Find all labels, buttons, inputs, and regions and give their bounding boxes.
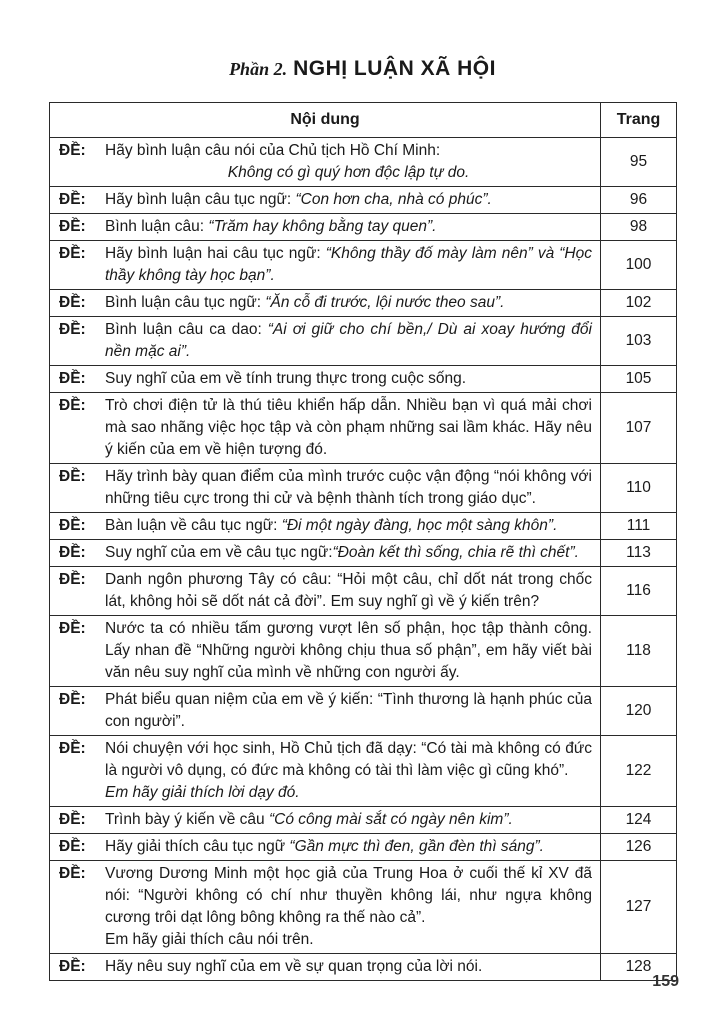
entry-prompt: Suy nghĩ của em về câu tục ngữ:: [105, 544, 333, 561]
entry-prompt: Bình luận câu:: [105, 218, 209, 235]
toc-entry: [50, 567, 601, 616]
toc-row: [50, 616, 677, 687]
entry-prompt: Danh ngôn phương Tây có câu: “Hỏi một câu, chỉ dốt nát trong chốc lát, không hỏi sẽ dốt nát cả đời”. Em suy nghĩ gì về ý kiến trên?: [105, 571, 592, 610]
entry-label: ĐỀ:: [59, 544, 86, 561]
entry-page: 95: [601, 138, 677, 187]
entry-label: ĐỀ:: [59, 294, 86, 311]
entry-prompt: Trò chơi điện tử là thú tiêu khiển hấp dẫn. Nhiều bạn vì quá mải chơi mà sao nhãng việc học tập và còn phạm những sai lầm khác. Hãy nêu ý kiến của em về hiện tượng đó.: [105, 397, 592, 458]
entry-quote: “Con hơn cha, nhà có phúc”.: [295, 191, 492, 208]
entry-page: 127: [601, 861, 677, 954]
entry-label: ĐỀ:: [59, 517, 86, 534]
entry-quote: “Đi một ngày đàng, học một sàng khôn”.: [281, 517, 558, 534]
entry-label: ĐỀ:: [59, 838, 86, 855]
entry-text: [105, 956, 592, 978]
toc-entry: [50, 540, 601, 567]
entry-quote: “Không thầy đố mày làm nên” và “Học thầy không tày học bạn”.: [105, 245, 592, 284]
entry-label: ĐỀ:: [59, 811, 86, 828]
entry-label: ĐỀ:: [59, 865, 86, 882]
entry-label: ĐỀ:: [59, 468, 86, 485]
toc-entry: [50, 861, 601, 954]
entry-prompt: Nước ta có nhiều tấm gương vượt lên số phận, học tập thành công. Lấy nhan đề “Những người không chịu thua số phận”, em hãy viết bài văn nêu suy nghĩ của mình về những con người ấy.: [105, 620, 592, 681]
entry-label: ĐỀ:: [59, 191, 86, 208]
entry-prompt: Hãy trình bày quan điểm của mình trước cuộc vận động “nói không với những tiêu cực trong thi cử và bệnh thành tích trong giáo dục”.: [105, 468, 592, 507]
toc-row: [50, 513, 677, 540]
entry-prompt: Bình luận câu tục ngữ:: [105, 294, 266, 311]
toc-row: [50, 241, 677, 290]
toc-row: [50, 317, 677, 366]
page-number: 159: [652, 973, 679, 990]
entry-label: ĐỀ:: [59, 740, 86, 757]
toc-entry: [50, 616, 601, 687]
entry-label: ĐỀ:: [59, 691, 86, 708]
entry-prompt: Hãy bình luận hai câu tục ngữ:: [105, 245, 326, 262]
entry-text: [105, 140, 592, 184]
entry-prompt: Hãy giải thích câu tục ngữ: [105, 838, 290, 855]
toc-entry: [50, 138, 601, 187]
entry-page: 110: [601, 464, 677, 513]
entry-page: 128: [601, 954, 677, 981]
section-heading: [0, 56, 725, 82]
toc-row: [50, 861, 677, 954]
entry-text: [105, 292, 592, 314]
toc-row: [50, 540, 677, 567]
entry-label: ĐỀ:: [59, 571, 86, 588]
toc-entry: [50, 954, 601, 981]
entry-label: ĐỀ:: [59, 620, 86, 637]
entry-page: 103: [601, 317, 677, 366]
toc-header-row: [50, 103, 677, 138]
toc-row: [50, 834, 677, 861]
entry-text: [105, 863, 592, 951]
toc-entry: [50, 687, 601, 736]
entry-label: ĐỀ:: [59, 397, 86, 414]
entry-quote: “Gần mực thì đen, gần đèn thì sáng”.: [289, 838, 544, 855]
entry-page: 116: [601, 567, 677, 616]
entry-prompt: Suy nghĩ của em về tính trung thực trong cuộc sống.: [105, 370, 467, 387]
entry-quote: “Đoàn kết thì sống, chia rẽ thì chết”.: [332, 544, 579, 561]
entry-text: [105, 618, 592, 684]
toc-row: [50, 567, 677, 616]
entry-page: 111: [601, 513, 677, 540]
toc-row: [50, 187, 677, 214]
entry-prompt: Phát biểu quan niệm của em về ý kiến: “Tình thương là hạnh phúc của con người”.: [105, 691, 592, 730]
entry-label: ĐỀ:: [59, 245, 86, 262]
toc-entry: [50, 187, 601, 214]
entry-text: [105, 738, 592, 804]
toc-entry: [50, 834, 601, 861]
entry-text: [105, 216, 592, 238]
entry-label: ĐỀ:: [59, 218, 86, 235]
entry-text: [105, 368, 592, 390]
entry-page: 96: [601, 187, 677, 214]
entry-prompt: Bàn luận về câu tục ngữ:: [105, 517, 282, 534]
toc-entry: [50, 317, 601, 366]
entry-text: [105, 243, 592, 287]
toc-table: [49, 102, 677, 981]
entry-page: 120: [601, 687, 677, 736]
toc-row: [50, 214, 677, 241]
toc-entry: [50, 464, 601, 513]
entry-text: [105, 569, 592, 613]
entry-label: ĐỀ:: [59, 370, 86, 387]
section-title: NGHỊ LUẬN XÃ HỘI: [293, 57, 496, 80]
entry-text: [105, 689, 592, 733]
entry-page: 107: [601, 393, 677, 464]
entry-page: 122: [601, 736, 677, 807]
entry-prompt: Vương Dương Minh một học giả của Trung Hoa ở cuối thế kỉ XV đã nói: “Người không có chí như thuyền không lái, như ngựa không cương trôi dạt lông bông không ra thế nào cả”.: [105, 865, 592, 926]
entry-label: ĐỀ:: [59, 321, 86, 338]
toc-entry: [50, 393, 601, 464]
entry-prompt: Hãy nêu suy nghĩ của em về sự quan trọng của lời nói.: [105, 958, 483, 975]
entry-page: 100: [601, 241, 677, 290]
entry-instruction: Em hãy giải thích câu nói trên.: [105, 931, 314, 948]
entry-page: 118: [601, 616, 677, 687]
entry-quote: “Trăm hay không bằng tay quen”.: [208, 218, 437, 235]
entry-quote: “Ai ơi giữ cho chí bền,/ Dù ai xoay hướng đổi nền mặc ai”.: [105, 321, 592, 360]
entry-text: [105, 515, 592, 537]
toc-entry: [50, 366, 601, 393]
entry-prompt: Bình luận câu ca dao:: [105, 321, 268, 338]
section-part-label: Phần 2.: [229, 59, 288, 79]
toc-entry: [50, 290, 601, 317]
entry-prompt: Nói chuyện với học sinh, Hồ Chủ tịch đã dạy: “Có tài mà không có đức là người vô dụng, có đức mà không có tài thì làm việc gì cũng khó”.: [105, 740, 592, 779]
entry-text: [105, 189, 592, 211]
toc-row: [50, 464, 677, 513]
entry-quote: Em hãy giải thích lời dạy đó.: [105, 784, 300, 801]
entry-page: 113: [601, 540, 677, 567]
entry-quote: “Ăn cỗ đi trước, lội nước theo sau”.: [265, 294, 505, 311]
toc-row: [50, 807, 677, 834]
toc-row: [50, 138, 677, 187]
toc-body: [50, 138, 677, 981]
entry-page: 124: [601, 807, 677, 834]
entry-quote: “Có công mài sắt có ngày nên kim”.: [268, 811, 513, 828]
entry-page: 105: [601, 366, 677, 393]
entry-prompt: Trình bày ý kiến về câu: [105, 811, 269, 828]
entry-text: [105, 809, 592, 831]
toc-entry: [50, 807, 601, 834]
toc-row: [50, 736, 677, 807]
toc-entry: [50, 513, 601, 540]
content-column-header: Nội dung: [50, 103, 601, 138]
toc-row: [50, 290, 677, 317]
entry-page: 98: [601, 214, 677, 241]
toc-row: [50, 954, 677, 981]
entry-text: [105, 836, 592, 858]
page-column-header: Trang: [601, 103, 677, 138]
toc-row: [50, 687, 677, 736]
entry-text: [105, 395, 592, 461]
toc-row: [50, 393, 677, 464]
entry-label: ĐỀ:: [59, 142, 86, 159]
entry-page: 126: [601, 834, 677, 861]
entry-prompt: Hãy bình luận câu nói của Chủ tịch Hồ Chí Minh:: [105, 142, 441, 159]
entry-prompt: Hãy bình luận câu tục ngữ:: [105, 191, 296, 208]
entry-text: [105, 466, 592, 510]
toc-entry: [50, 736, 601, 807]
toc-entry: [50, 241, 601, 290]
entry-quote: Không có gì quý hơn độc lập tự do.: [227, 164, 470, 181]
toc-row: [50, 366, 677, 393]
entry-page: 102: [601, 290, 677, 317]
toc-entry: [50, 214, 601, 241]
entry-label: ĐỀ:: [59, 958, 86, 975]
entry-text: [105, 542, 592, 564]
entry-text: [105, 319, 592, 363]
